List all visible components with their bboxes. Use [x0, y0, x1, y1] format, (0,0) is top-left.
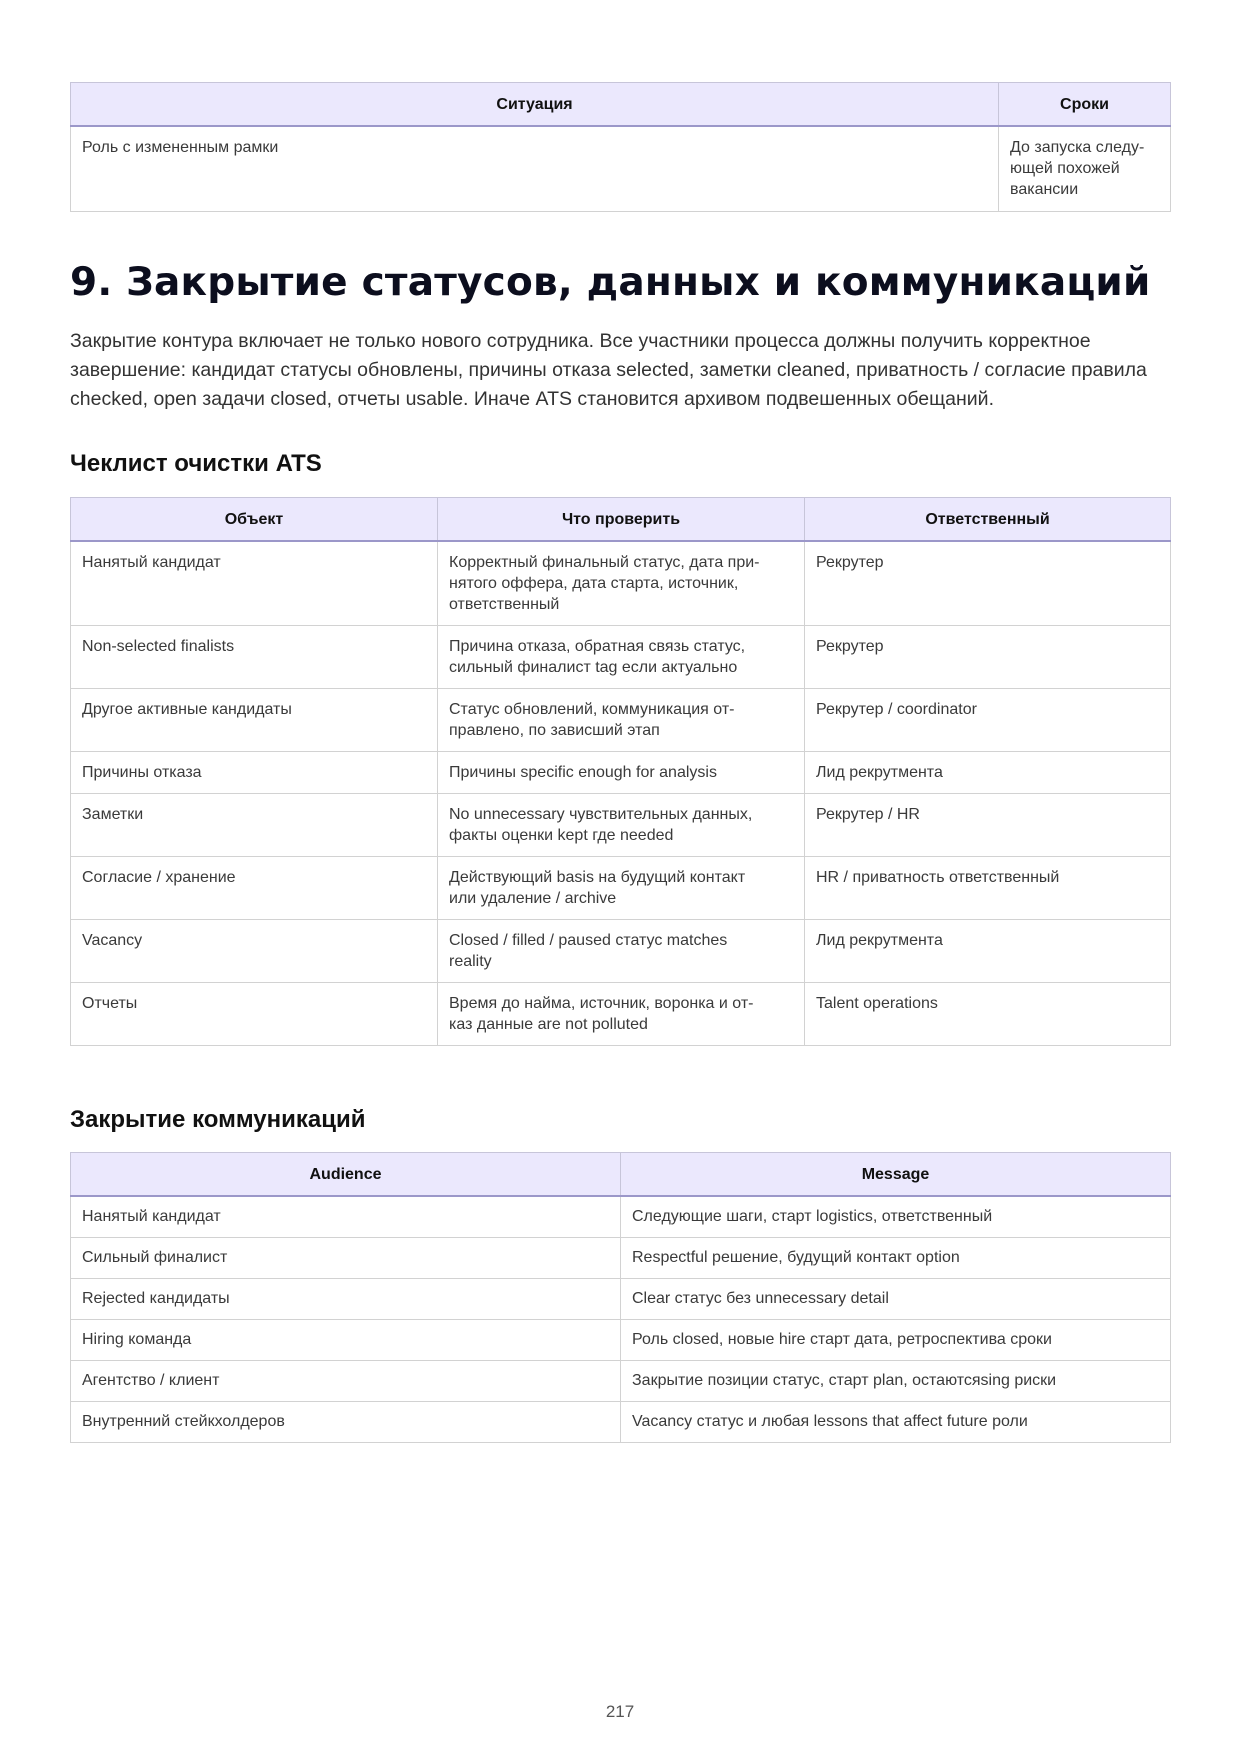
table-row: [71, 626, 1171, 689]
column-header-message: Message: [621, 1153, 1171, 1197]
ats-checklist-body: [71, 541, 1171, 1046]
table-row: [71, 983, 1171, 1046]
table-cell: Talent operations: [805, 983, 1171, 1046]
table-cell: Действующий basis на будущий контакт или удаление / archive: [438, 857, 805, 920]
table-cell: До запуска следу- ющей похожей вакансии: [999, 126, 1171, 212]
table-cell: Заметки: [71, 794, 438, 857]
ats-checklist-table: [70, 497, 1171, 1046]
table-cell: Статус обновлений, коммуникация от- правлено, по зависший этап: [438, 689, 805, 752]
page-number: 217: [605, 1702, 635, 1721]
table-header-row: [71, 1153, 1171, 1197]
comms-heading: Закрытие коммуникаций: [70, 1106, 366, 1133]
table-cell: Vacancy статус и любая lessons that affect future роли: [621, 1402, 1171, 1443]
table-cell: Роль с измененным рамки: [71, 126, 999, 212]
table-row: [71, 1361, 1171, 1402]
section-title: 9. Закрытие статусов, данных и коммуникаций: [70, 260, 1151, 305]
table-row: [71, 1279, 1171, 1320]
section-intro: Закрытие контура включает не только нового сотрудника. Все участники процесса должны получить корректное завершение: кандидат статусы обновлены, причины отказа selected, заметки cleaned, приватность / согласие правила checked, open задачи closed, отчеты usable. Иначе ATS становится архивом подвешенных обещаний.: [70, 330, 1147, 410]
checklist-heading: Чеклист очистки ATS: [70, 450, 322, 477]
table-row: [71, 794, 1171, 857]
table-header-row: [71, 498, 1171, 542]
table-cell: Причина отказа, обратная связь статус, сильный финалист tag если актуально: [438, 626, 805, 689]
column-header-what-to-check: Что проверить: [438, 498, 805, 542]
column-header-object: Объект: [71, 498, 438, 542]
table-cell: Лид рекрутмента: [805, 752, 1171, 794]
table-row: [71, 126, 1171, 212]
table-row: [71, 541, 1171, 626]
table-cell: Рекрутер / HR: [805, 794, 1171, 857]
table-cell: Причины отказа: [71, 752, 438, 794]
table-cell: Роль closed, новые hire старт дата, ретроспектива сроки: [621, 1320, 1171, 1361]
table-cell: Рекрутер: [805, 541, 1171, 626]
table-cell: Сильный финалист: [71, 1238, 621, 1279]
table-cell: Внутренний стейкхолдеров: [71, 1402, 621, 1443]
table-cell: Причины specific enough for analysis: [438, 752, 805, 794]
table-header-row: [71, 83, 1171, 127]
table-row: [71, 1320, 1171, 1361]
table-cell: Другое активные кандидаты: [71, 689, 438, 752]
table-cell: No unnecessary чувствительных данных, факты оценки kept где needed: [438, 794, 805, 857]
table-cell: Рекрутер: [805, 626, 1171, 689]
table-cell: Vacancy: [71, 920, 438, 983]
comms-closure-table: [70, 1152, 1171, 1443]
table-cell: Отчеты: [71, 983, 438, 1046]
table-cell: Respectful решение, будущий контакт option: [621, 1238, 1171, 1279]
timing-table-body: [71, 126, 1171, 212]
table-cell: Рекрутер / coordinator: [805, 689, 1171, 752]
table-cell: Clear статус без unnecessary detail: [621, 1279, 1171, 1320]
timing-table: [70, 82, 1171, 212]
column-header-responsible: Ответственный: [805, 498, 1171, 542]
table-cell: Время до найма, источник, воронка и от- каз данные are not polluted: [438, 983, 805, 1046]
table-cell: Нанятый кандидат: [71, 1196, 621, 1238]
table-row: [71, 1238, 1171, 1279]
table-cell: Лид рекрутмента: [805, 920, 1171, 983]
table-row: [71, 752, 1171, 794]
table-row: [71, 1402, 1171, 1443]
table-cell: Согласие / хранение: [71, 857, 438, 920]
table-row: [71, 689, 1171, 752]
table-row: [71, 857, 1171, 920]
comms-closure-body: [71, 1196, 1171, 1443]
table-cell: Rejected кандидаты: [71, 1279, 621, 1320]
table-cell: Закрытие позиции статус, старт plan, остаются‌sing риски: [621, 1361, 1171, 1402]
column-header-deadline: Сроки: [999, 83, 1171, 127]
table-cell: Нанятый кандидат: [71, 541, 438, 626]
table-cell: Closed / filled / paused статус matches reality: [438, 920, 805, 983]
table-row: [71, 1196, 1171, 1238]
column-header-audience: Audience: [71, 1153, 621, 1197]
table-cell: Non-selected finalists: [71, 626, 438, 689]
table-row: [71, 920, 1171, 983]
table-cell: Hiring команда: [71, 1320, 621, 1361]
column-header-situation: Ситуация: [71, 83, 999, 127]
table-cell: Агентство / клиент: [71, 1361, 621, 1402]
table-cell: Следующие шаги, старт logistics, ответственный: [621, 1196, 1171, 1238]
table-cell: HR / приватность ответственный: [805, 857, 1171, 920]
table-cell: Корректный финальный статус, дата при- нятого оффера, дата старта, источник, ответственный: [438, 541, 805, 626]
